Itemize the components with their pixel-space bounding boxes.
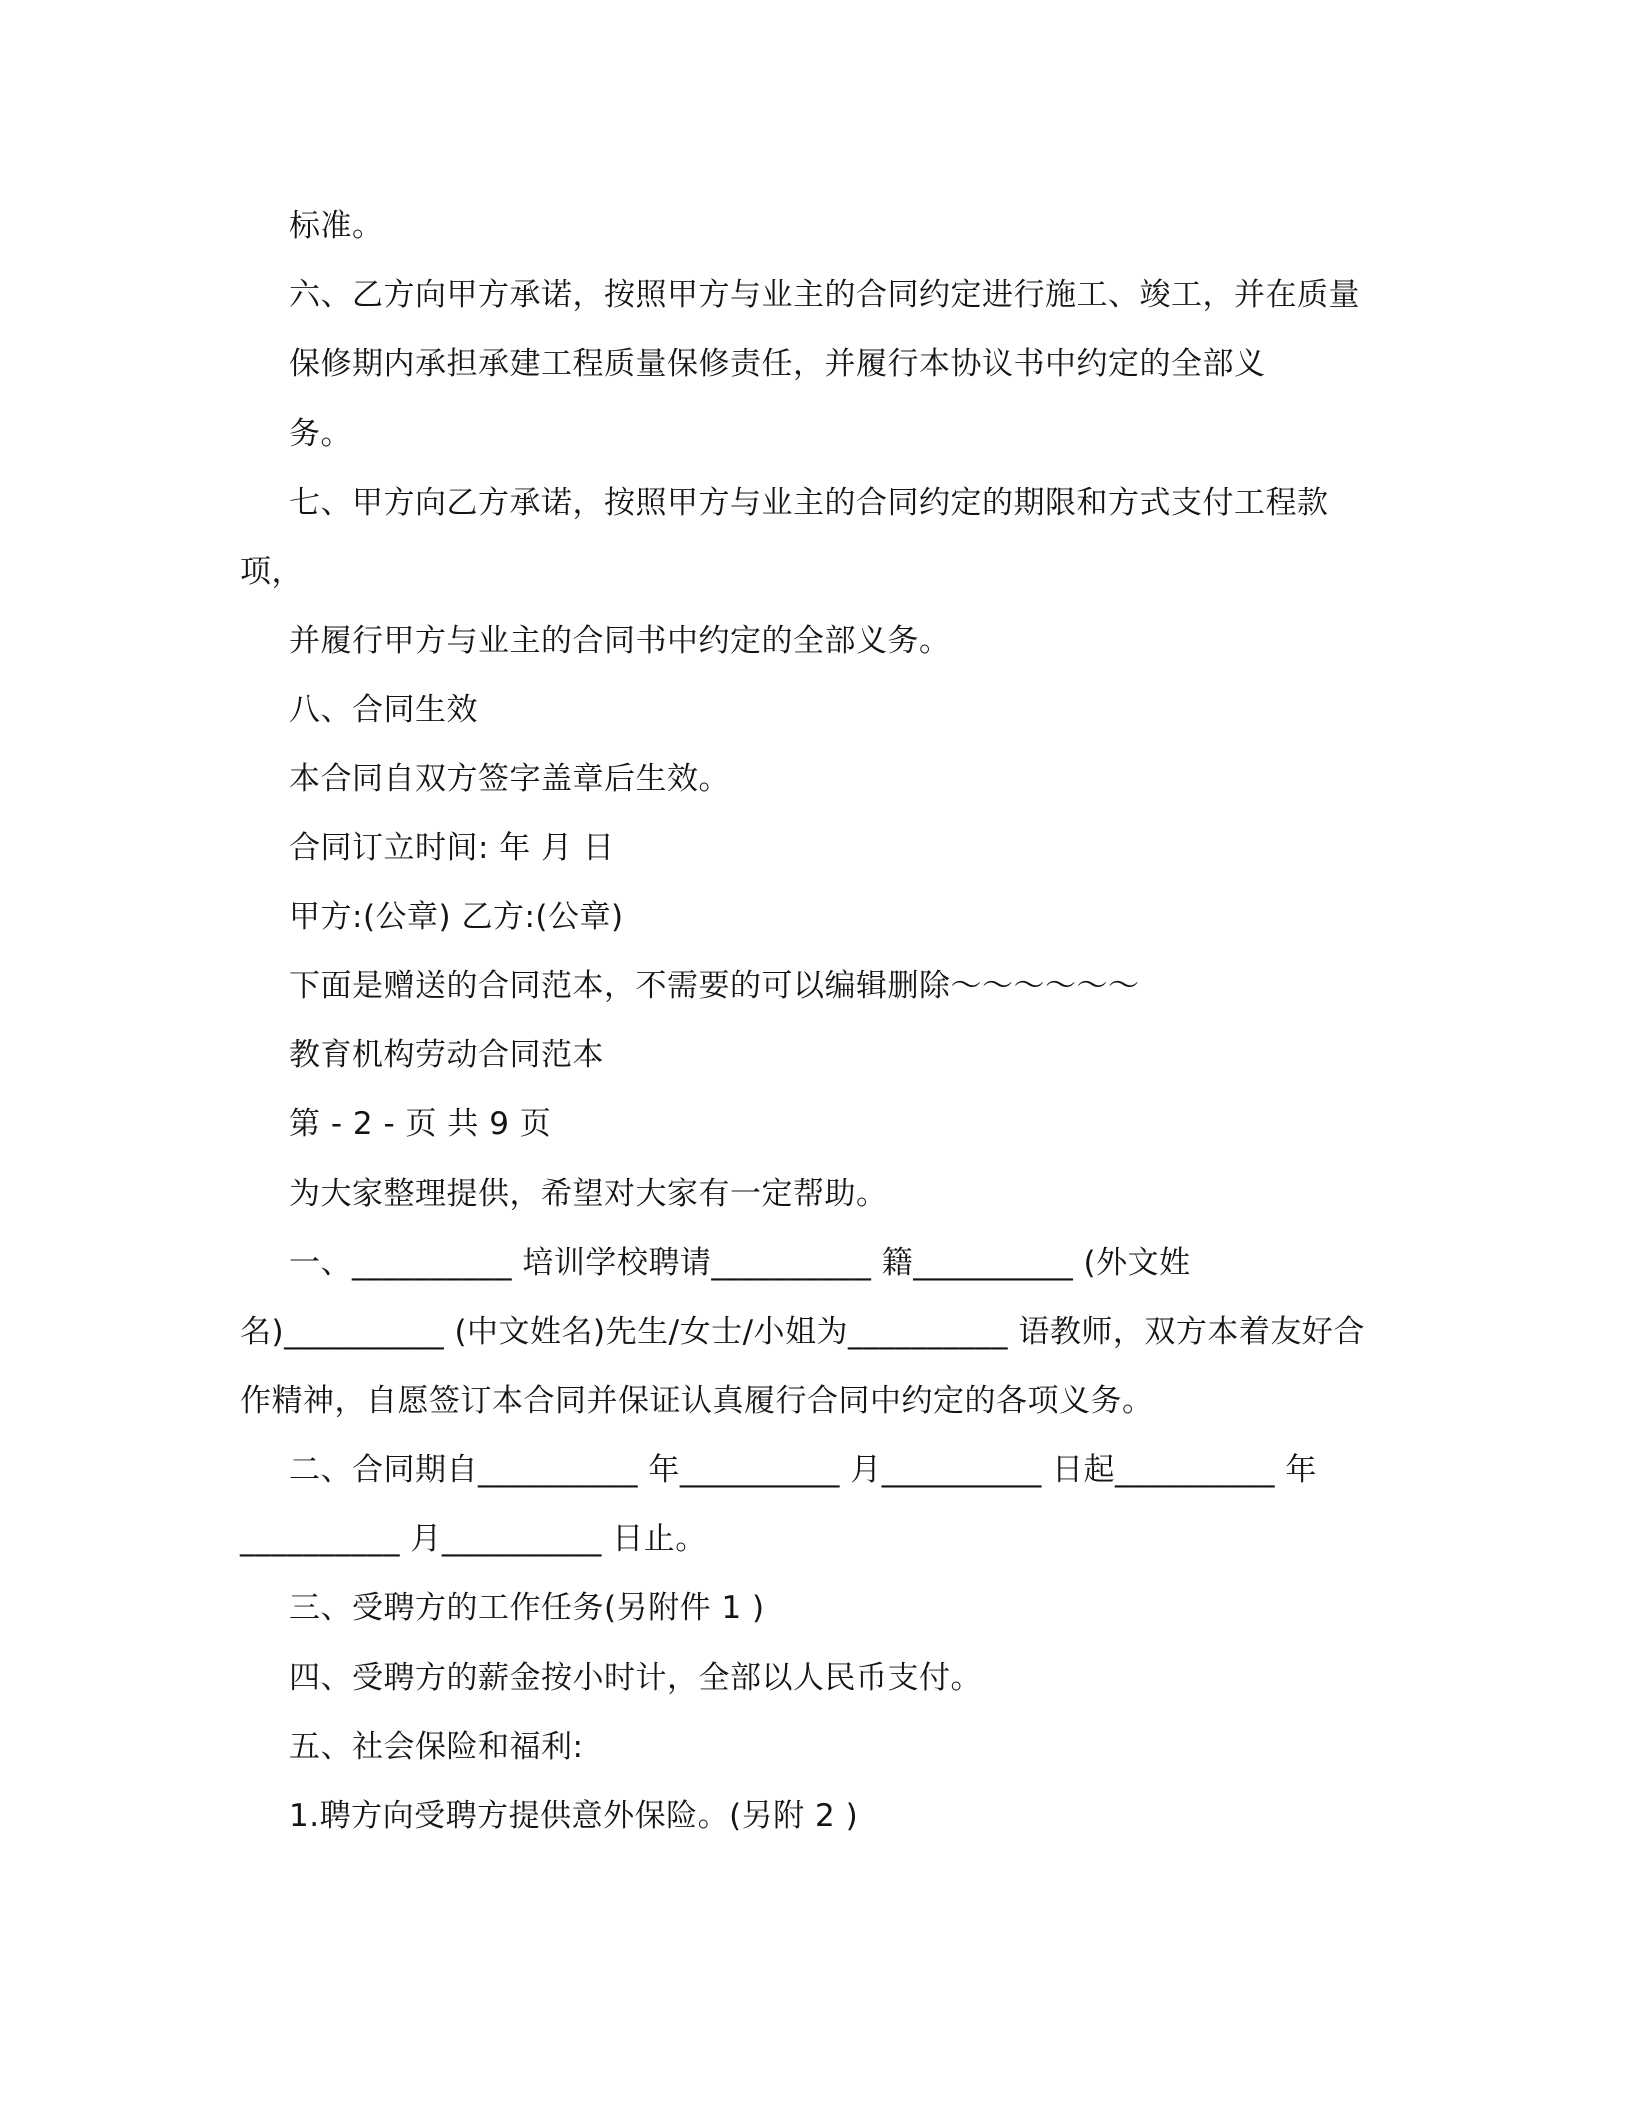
clause-seven-line-2: 项， bbox=[240, 554, 303, 590]
article-one-line-3: 作精神，自愿签订本合同并保证认真履行合同中约定的各项义务。 bbox=[240, 1383, 1154, 1419]
signing-date: 合同订立时间: 年 月 日 bbox=[289, 830, 615, 866]
clause-seven-line-3: 并履行甲方与业主的合同书中约定的全部义务。 bbox=[289, 623, 951, 659]
article-two-line-1: 二、合同期自__________ 年__________ 月__________ 日起__________ 年 bbox=[289, 1452, 1317, 1488]
effective-clause: 本合同自双方签字盖章后生效。 bbox=[289, 761, 730, 797]
text-line: 标准。 bbox=[289, 208, 384, 244]
article-five-item-1: 1.聘方向受聘方提供意外保险。(另附 2 ) bbox=[289, 1798, 859, 1834]
clause-eight-heading: 八、合同生效 bbox=[289, 692, 478, 728]
article-three: 三、受聘方的工作任务(另附件 1 ) bbox=[289, 1590, 765, 1626]
clause-six-line-2: 保修期内承担承建工程质量保修责任，并履行本协议书中约定的全部义 bbox=[289, 346, 1266, 382]
bonus-note: 下面是赠送的合同范本，不需要的可以编辑删除～～～～～～ bbox=[289, 968, 1140, 1004]
intro-text: 为大家整理提供，希望对大家有一定帮助。 bbox=[289, 1176, 888, 1212]
article-one-line-2: 名)__________ (中文姓名)先生/女士/小姐为__________ 语教师，双方本着友好合 bbox=[240, 1314, 1365, 1350]
clause-seven-line-1: 七、甲方向乙方承诺，按照甲方与业主的合同约定的期限和方式支付工程款 bbox=[289, 485, 1329, 521]
page-number: 第 - 2 - 页 共 9 页 bbox=[289, 1106, 552, 1142]
article-four: 四、受聘方的薪金按小时计，全部以人民币支付。 bbox=[289, 1660, 982, 1696]
article-two-line-2: __________ 月__________ 日止。 bbox=[240, 1521, 707, 1557]
clause-six-line-1: 六、乙方向甲方承诺，按照甲方与业主的合同约定进行施工、竣工，并在质量 bbox=[289, 277, 1360, 313]
template-title: 教育机构劳动合同范本 bbox=[289, 1037, 604, 1073]
party-seals: 甲方:(公章) 乙方:(公章) bbox=[289, 899, 624, 935]
article-one-line-1: 一、__________ 培训学校聘请__________ 籍__________ (外文姓 bbox=[289, 1245, 1191, 1281]
article-five-heading: 五、社会保险和福利: bbox=[289, 1729, 584, 1765]
clause-six-line-3: 务。 bbox=[289, 416, 352, 452]
